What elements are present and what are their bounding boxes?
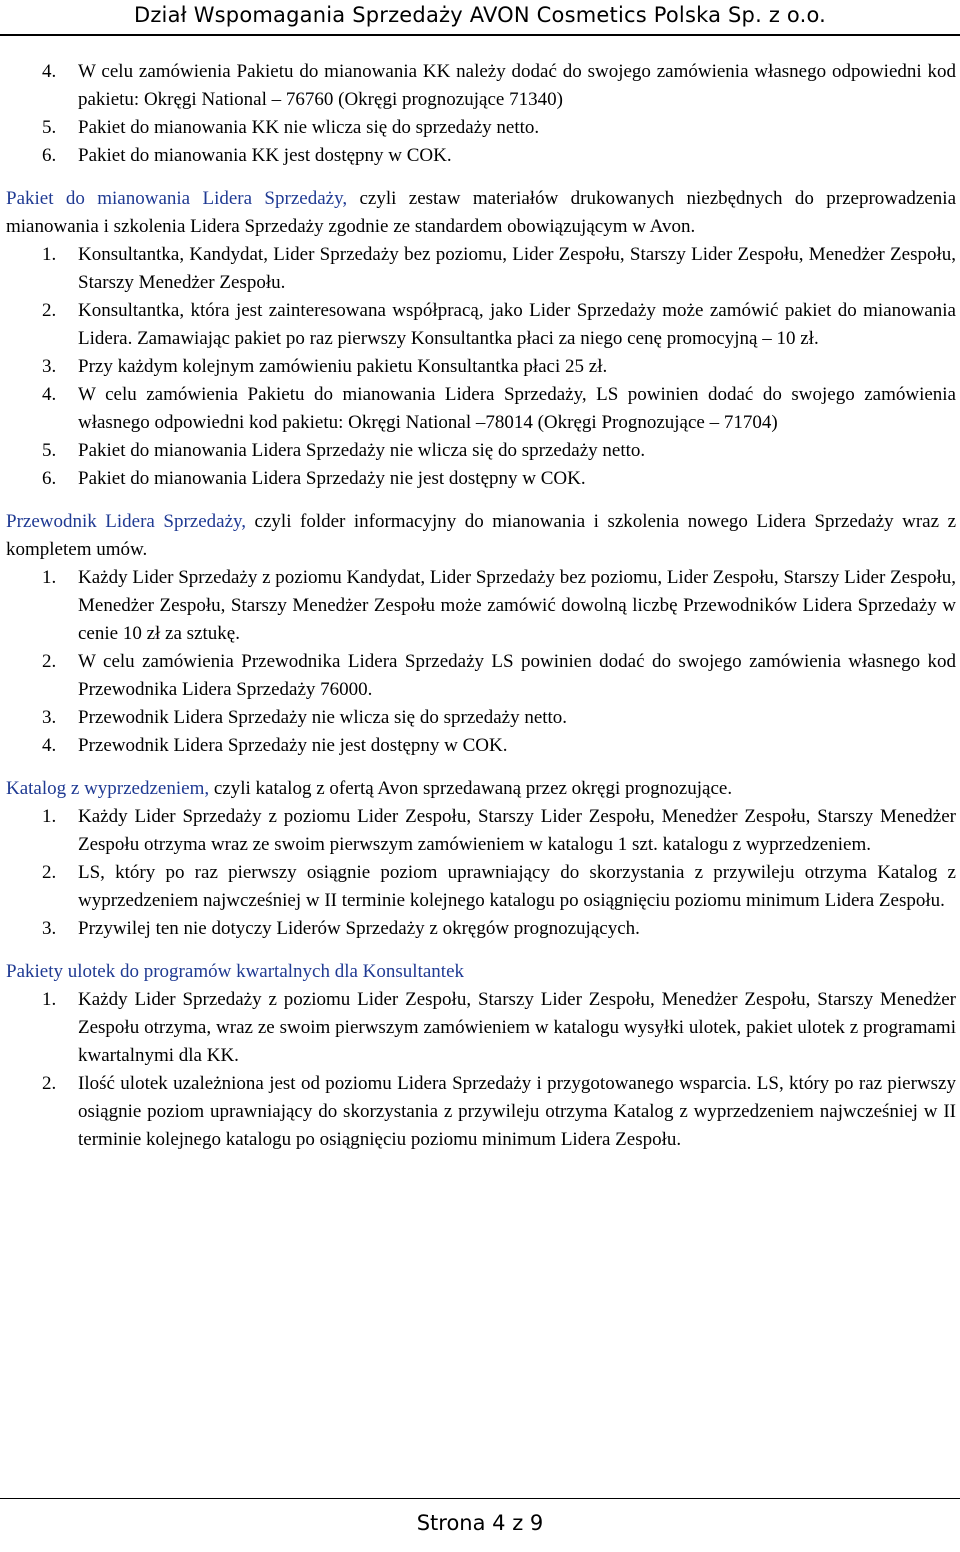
list-item-text: Każdy Lider Sprzedaży z poziomu Kandydat, Lider Sprzedaży bez poziomu, Lider Zespołu, Starszy Lider Zespołu, Menedżer Zespołu, Starszy Menedżer Zespołu może zamówić dowolną liczbę Przewodników Lidera Sprzedaży w cenie 10 zł za sztukę. (78, 567, 956, 644)
list-item-number: 4. (42, 735, 57, 756)
numbered-list (6, 241, 956, 493)
document-section (6, 508, 956, 760)
list-item-number: 6. (42, 145, 57, 166)
list-item (6, 803, 956, 859)
list-item (6, 648, 956, 704)
list-item-text: Konsultantka, która jest zainteresowana współpracą, jako Lider Sprzedaży może zamówić pakiet do mianowania Lidera. Zamawiając pakiet po raz pierwszy Konsultantka płaci za niego cenę promocyjną – 10 zł. (78, 300, 956, 349)
section-intro (6, 958, 956, 986)
list-item (6, 58, 956, 114)
page-footer (0, 1498, 960, 1552)
document-section (6, 58, 956, 170)
section-description: czyli folder informacyjny do mianowania i szkolenia nowego Lidera Sprzedaży wraz z kompletem umów. (6, 511, 956, 560)
list-item (6, 142, 956, 170)
section-description: czyli zestaw materiałów drukowanych niezbędnych do przeprowadzenia mianowania i szkolenia Lidera Sprzedaży zgodnie ze standardem obowiązującym w Avon. (6, 188, 956, 237)
list-item-text: Pakiet do mianowania KK nie wlicza się do sprzedaży netto. (78, 117, 540, 138)
list-item-number: 1. (42, 244, 57, 265)
list-item-number: 2. (42, 862, 57, 883)
list-item (6, 241, 956, 297)
list-item (6, 915, 956, 943)
section-intro (6, 185, 956, 241)
document-section (6, 185, 956, 493)
list-item-text: Przywilej ten nie dotyczy Liderów Sprzedaży z okręgów prognozujących. (78, 918, 640, 939)
list-item (6, 564, 956, 648)
list-item-number: 1. (42, 567, 57, 588)
list-item-number: 4. (42, 384, 57, 405)
list-item-text: LS, który po raz pierwszy osiągnie poziom uprawniający do skorzystania z przywileju otrzyma Katalog z wyprzedzeniem najwcześniej w II terminie kolejnego katalogu po osiągnięciu poziomu minimum Lidera Zespołu. (78, 862, 956, 911)
list-item-text: Ilość ulotek uzależniona jest od poziomu Lidera Sprzedaży i przygotowanego wsparcia. LS, który po raz pierwszy osiągnie poziom uprawniający do skorzystania z przywileju otrzyma Katalog z wyprzedzeniem najwcześniej w II terminie kolejnego katalogu po osiągnięciu poziomu minimum Lidera Zespołu. (78, 1073, 956, 1150)
list-item (6, 465, 956, 493)
list-item (6, 1070, 956, 1154)
list-item-number: 3. (42, 918, 57, 939)
numbered-list (6, 564, 956, 760)
list-item (6, 353, 956, 381)
list-item-text: Przewodnik Lidera Sprzedaży nie wlicza się do sprzedaży netto. (78, 707, 568, 728)
section-title: Przewodnik Lidera Sprzedaży, (6, 511, 247, 532)
list-item-number: 1. (42, 806, 57, 827)
section-title: Pakiety ulotek do programów kwartalnych dla Konsultantek (6, 961, 465, 982)
list-item-text: Każdy Lider Sprzedaży z poziomu Lider Zespołu, Starszy Lider Zespołu, Menedżer Zespołu, Starszy Menedżer Zespołu otrzyma wraz ze swoim pierwszym zamówieniem w katalogu 1 szt. katalogu z wyprzedzeniem. (78, 806, 956, 855)
list-item-text: Przewodnik Lidera Sprzedaży nie jest dostępny w COK. (78, 735, 508, 756)
document-section (6, 958, 956, 1154)
list-item-number: 2. (42, 651, 57, 672)
section-title: Pakiet do mianowania Lidera Sprzedaży, (6, 188, 348, 209)
list-item-number: 4. (42, 61, 57, 82)
section-title: Katalog z wyprzedzeniem, (6, 778, 210, 799)
list-item-number: 1. (42, 989, 57, 1010)
list-item-text: W celu zamówienia Przewodnika Lidera Sprzedaży LS powinien dodać do swojego zamówienia własnego kod Przewodnika Lidera Sprzedaży 76000. (78, 651, 956, 700)
list-item (6, 437, 956, 465)
list-item-number: 3. (42, 707, 57, 728)
list-item-number: 5. (42, 440, 57, 461)
list-item (6, 732, 956, 760)
list-item (6, 114, 956, 142)
document-section (6, 775, 956, 943)
list-item-number: 5. (42, 117, 57, 138)
page-number: Strona 4 z 9 (416, 1511, 544, 1535)
section-description: czyli katalog z ofertą Avon sprzedawaną przez okręgi prognozujące. (209, 778, 733, 799)
list-item-text: Pakiet do mianowania KK jest dostępny w COK. (78, 145, 452, 166)
list-item-number: 6. (42, 468, 57, 489)
document-body (6, 58, 956, 1169)
numbered-list (6, 58, 956, 170)
list-item-text: W celu zamówienia Pakietu do mianowania KK należy dodać do swojego zamówienia własnego odpowiedni kod pakietu: Okręgi National – 76760 (Okręgi prognozujące 71340) (78, 61, 956, 110)
list-item-number: 2. (42, 300, 57, 321)
list-item-text: Każdy Lider Sprzedaży z poziomu Lider Zespołu, Starszy Lider Zespołu, Menedżer Zespołu, Starszy Menedżer Zespołu otrzyma, wraz ze swoim pierwszym zamówieniem w katalogu wysyłki ulotek, pakiet ulotek z programami kwartalnymi dla KK. (78, 989, 956, 1066)
section-intro (6, 508, 956, 564)
list-item-text: Konsultantka, Kandydat, Lider Sprzedaży bez poziomu, Lider Zespołu, Starszy Lider Zespołu, Menedżer Zespołu, Starszy Menedżer Zespołu. (78, 244, 956, 293)
numbered-list (6, 803, 956, 943)
list-item (6, 381, 956, 437)
list-item (6, 297, 956, 353)
list-item (6, 704, 956, 732)
section-intro (6, 775, 956, 803)
numbered-list (6, 986, 956, 1154)
list-item-text: Przy każdym kolejnym zamówieniu pakietu Konsultantka płaci 25 zł. (78, 356, 608, 377)
list-item (6, 986, 956, 1070)
list-item-number: 2. (42, 1073, 57, 1094)
header-title: Dział Wspomagania Sprzedaży AVON Cosmetics Polska Sp. z o.o. (133, 3, 827, 27)
page-header (0, 0, 960, 36)
list-item-text: W celu zamówienia Pakietu do mianowania Lidera Sprzedaży, LS powinien dodać do swojego zamówienia własnego odpowiedni kod pakietu: Okręgi National –78014 (Okręgi Prognozujące – 71704) (78, 384, 956, 433)
list-item-text: Pakiet do mianowania Lidera Sprzedaży nie jest dostępny w COK. (78, 468, 586, 489)
list-item-text: Pakiet do mianowania Lidera Sprzedaży nie wlicza się do sprzedaży netto. (78, 440, 646, 461)
list-item (6, 859, 956, 915)
list-item-number: 3. (42, 356, 57, 377)
